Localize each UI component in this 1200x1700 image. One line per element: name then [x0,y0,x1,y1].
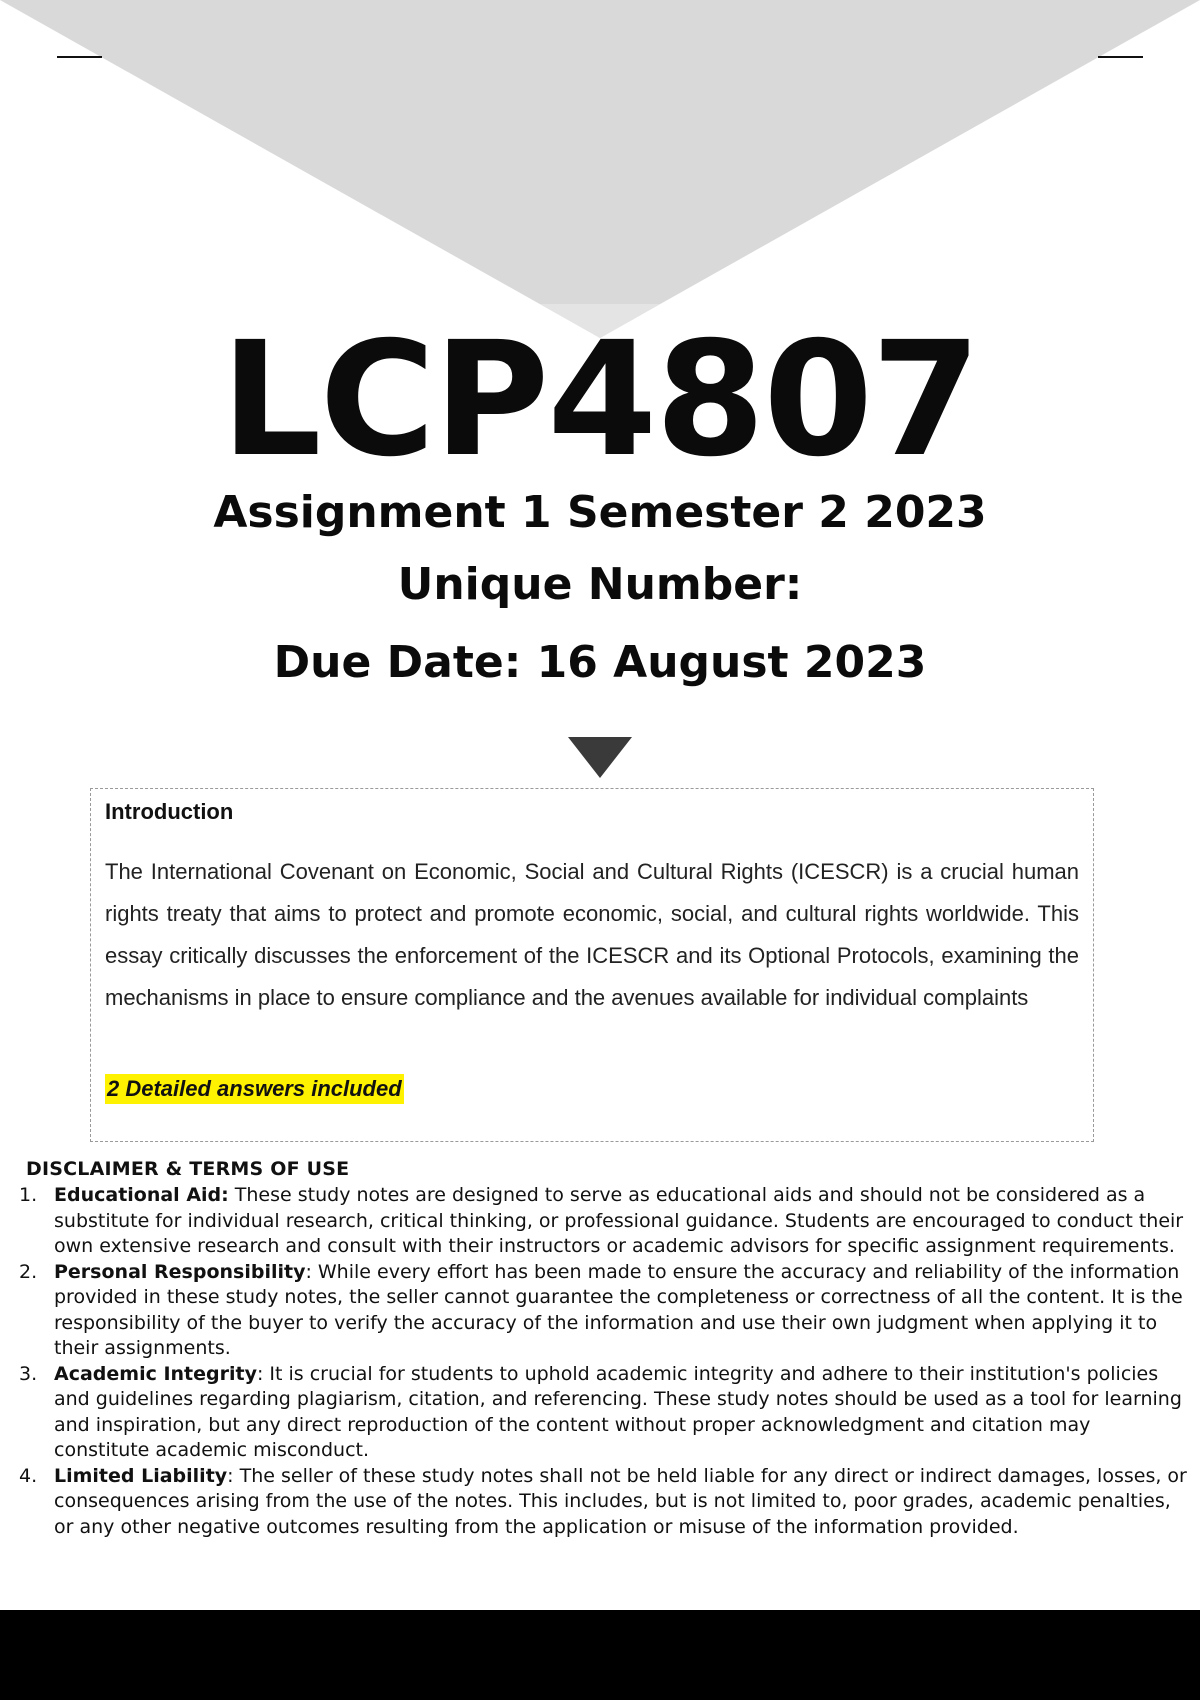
introduction-body: The International Covenant on Economic, Social and Cultural Rights (ICESCR) is a crucial human rights treaty that aims to protect and promote economic, social, and cultural rights worldwide. This essay critically discusses the enforcement of the ICESCR and its Optional Protocols, examining the mechanisms in place to ensure compliance and the avenues available for individual complaints [105,859,1079,1010]
term-number: 4. [19,1464,38,1487]
introduction-heading: Introduction [105,799,234,824]
term-number: 3. [19,1362,38,1385]
term-item-limited-liability [14,1464,1190,1541]
course-code-title: LCP4807 [220,308,980,492]
terms-list [14,1183,1190,1540]
term-text: : The seller of these study notes shall not be held liable for any direct or indirect damages, losses, or consequences arising from the use of the notes. This includes, but is not limited to, poor grades, academic penalties, or any other negative outcomes resulting from the application or misuse of the information provided. [54,1464,1187,1538]
term-text: These study notes are designed to serve as educational aids and should not be considered as a substitute for individual research, critical thinking, or professional guidance. Students are encouraged to conduct their own extensive research and consult with their instructors or academic advisors for specific assignment requirements. [54,1184,1184,1257]
down-arrow-icon [568,737,632,778]
term-item-educational-aid [14,1183,1190,1260]
disclaimer-title: DISCLAIMER & TERMS OF USE [26,1158,350,1180]
answers-included-highlight: 2 Detailed answers included [105,1074,404,1104]
term-item-academic-integrity [14,1362,1190,1464]
term-number: 2. [19,1260,38,1283]
term-item-personal-responsibility [14,1260,1190,1362]
term-text: : It is crucial for students to uphold academic integrity and adhere to their institution's policies and guidelines regarding plagiarism, citation, and referencing. These study notes should be used as a tool for learning and inspiration, but any direct reproduction of the content without proper acknowledgment and citation may constitute academic misconduct. [54,1362,1182,1461]
term-name: Educational Aid: [54,1184,229,1206]
bottom-black-bar [0,1610,1200,1700]
due-date-label: Due Date: 16 August 2023 [273,637,927,688]
introduction-box [90,788,1094,1142]
assignment-subtitle: Assignment 1 Semester 2 2023 [213,487,987,538]
term-text: : While every effort has been made to ensure the accuracy and reliability of the information provided in these study notes, the seller cannot guarantee the completeness or correctness of all the content. It is the responsibility of the buyer to verify the accuracy of the information and use their own judgment when applying it to their assignments. [54,1260,1183,1359]
term-name: Limited Liability [54,1464,228,1487]
term-name: Personal Responsibility [54,1260,306,1283]
term-number: 1. [19,1184,38,1206]
top-chevron-shape [0,0,1200,338]
unique-number-label: Unique Number: [397,559,803,610]
term-name: Academic Integrity [54,1362,257,1385]
